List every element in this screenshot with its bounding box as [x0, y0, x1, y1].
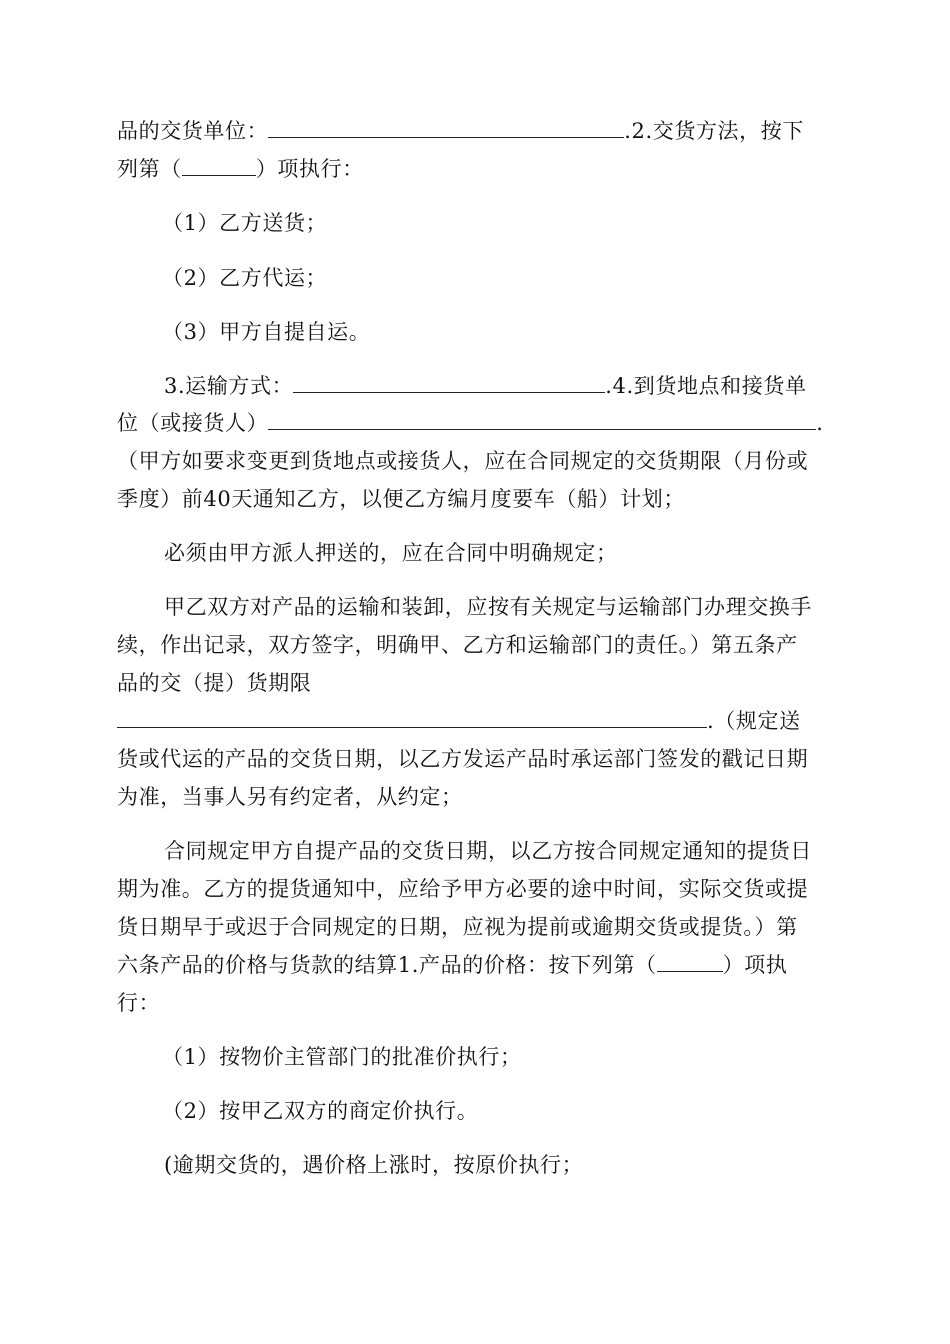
text: 3.运输方式： — [164, 374, 294, 398]
line-option-2 — [162, 264, 878, 292]
blank-field[interactable] — [268, 117, 624, 138]
line-delivery-deadline — [117, 707, 833, 735]
paragraph-line — [117, 913, 833, 941]
paragraph-line — [164, 1151, 880, 1179]
text: 期为准。乙方的提货通知中，应给予甲方必要的途中时间，实际交货或提 — [117, 877, 809, 901]
paragraph-line — [164, 593, 880, 621]
text: 品的交货单位： — [117, 119, 269, 143]
line-price-choice — [117, 951, 833, 979]
line-option-3 — [162, 318, 878, 346]
blank-field[interactable] — [293, 372, 605, 393]
text: 货或代运的产品的交货日期，以乙方发运产品时承运部门签发的戳记日期 — [117, 747, 809, 771]
text: .（规定送 — [707, 709, 801, 733]
paragraph-line — [117, 485, 833, 513]
paragraph-line — [164, 539, 880, 567]
text: （3）甲方自提自运。 — [162, 320, 371, 344]
text: 合同规定甲方自提产品的交货日期，以乙方按合同规定通知的提货日 — [164, 839, 812, 863]
text: 六条产品的价格与货款的结算1.产品的价格：按下列第（ — [117, 953, 657, 977]
text: （1）乙方送货； — [162, 211, 328, 235]
text: .4.到货地点和接货单 — [605, 374, 807, 398]
text: .2.交货方法，按下 — [624, 119, 804, 143]
line-transport-method — [164, 372, 880, 400]
line-delivery-method-choice — [117, 155, 833, 183]
blank-field[interactable] — [657, 951, 723, 972]
text: （甲方如要求变更到货地点或接货人，应在合同规定的交货期限（月份或 — [117, 449, 809, 473]
paragraph-line — [117, 745, 833, 773]
paragraph-line — [164, 837, 880, 865]
text: 品的交（提）货期限 — [117, 671, 312, 695]
paragraph-line — [117, 669, 833, 697]
blank-field[interactable] — [182, 155, 256, 176]
line-option-1 — [162, 209, 878, 237]
text: 行： — [117, 991, 161, 1015]
blank-field[interactable] — [117, 707, 707, 728]
line-consignee — [117, 409, 833, 437]
line-price-option-2 — [162, 1097, 878, 1125]
text: 列第（ — [117, 157, 182, 181]
paragraph-line — [117, 631, 833, 659]
text: 甲乙双方对产品的运输和装卸，应按有关规定与运输部门办理交换手 — [164, 595, 812, 619]
text: ）项执 — [722, 953, 788, 977]
paragraph-line — [117, 875, 833, 903]
text: (逾期交货的，遇价格上涨时，按原价执行； — [164, 1153, 584, 1177]
text: 位（或接货人） — [117, 411, 269, 435]
text: 季度）前40天通知乙方，以便乙方编月度要车（船）计划； — [117, 487, 685, 511]
blank-field[interactable] — [268, 409, 816, 430]
line-delivery-unit — [117, 117, 833, 145]
paragraph-line — [117, 783, 833, 811]
text: 为准，当事人另有约定者，从约定； — [117, 785, 463, 809]
text: ）项执行： — [255, 157, 364, 181]
text: 货日期早于或迟于合同规定的日期，应视为提前或逾期交货或提货。）第 — [117, 915, 798, 939]
text: 续，作出记录，双方签字，明确甲、乙方和运输部门的责任。）第五条产 — [117, 633, 798, 657]
text: （2）按甲乙双方的商定价执行。 — [162, 1099, 479, 1123]
text: （1）按物价主管部门的批准价执行； — [162, 1045, 522, 1069]
paragraph-line — [117, 447, 833, 475]
text: （2）乙方代运； — [162, 266, 328, 290]
paragraph-line — [117, 989, 833, 1017]
text: . — [816, 411, 824, 435]
text: 必须由甲方派人押送的，应在合同中明确规定； — [164, 541, 618, 565]
line-price-option-1 — [162, 1043, 878, 1071]
